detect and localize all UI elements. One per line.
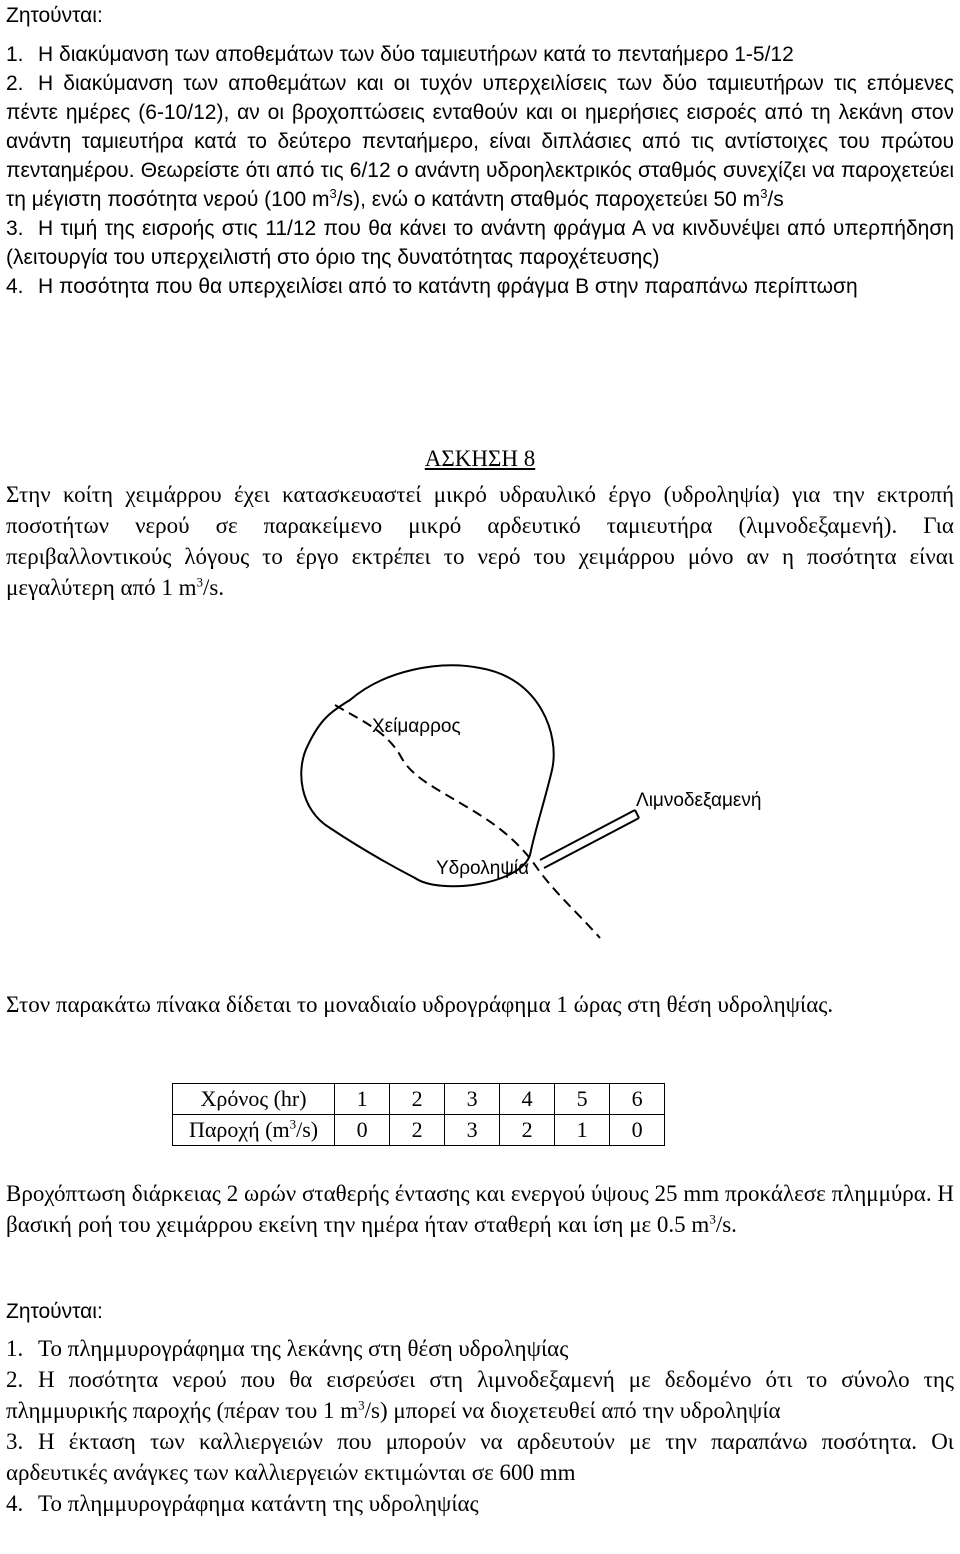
table-cell: 0 bbox=[335, 1115, 390, 1146]
stream-line bbox=[335, 705, 600, 938]
list-item bbox=[6, 1364, 954, 1426]
flow-header-text: /s) bbox=[296, 1117, 319, 1142]
rainfall-text bbox=[6, 1178, 954, 1240]
intro-text: Στην κοίτη χειμάρρου έχει κατασκευαστεί μικρό υδραυλικό έργο (υδροληψία) για την εκτροπή ποσοτήτων νερού σε παρακείμενο μικρό αρδευτικό ταμιευτήρα (λιμνοδεξαμενή). Για περιβαλλοντικούς λόγους το έργο εκτρέπει το νερό του χειμάρρου μόνο αν η ποσότητα είναι μεγαλύτερη από 1 m bbox=[6, 482, 954, 600]
item-number: 2. bbox=[6, 1367, 24, 1392]
item-number: 4. bbox=[6, 275, 24, 298]
requirements-heading: Ζητούνται: bbox=[6, 4, 103, 27]
exercise-title-text: ΑΣΚΗΣΗ 8 bbox=[424, 446, 536, 471]
item-text: /s) μπορεί να διοχετευθεί από την υδροληψία bbox=[364, 1398, 781, 1423]
list-item bbox=[6, 40, 954, 69]
item-number: 4. bbox=[6, 1491, 24, 1516]
list-item bbox=[6, 1488, 954, 1519]
exercise-title bbox=[0, 446, 960, 472]
list-item bbox=[6, 272, 954, 301]
item-text: Η ποσότητα νερού που θα εισρεύσει στη λιμνοδεξαμενή με δεδομένο ότι το σύνολο της πλημμυρικής παροχής (πέραν του 1 m bbox=[6, 1367, 954, 1423]
superscript: 3 bbox=[196, 574, 204, 590]
superscript: 3 bbox=[329, 186, 337, 201]
stream-label: Χείμαρρος bbox=[372, 716, 461, 737]
table-cell: 2 bbox=[500, 1115, 555, 1146]
bottom-requirements-list bbox=[6, 1333, 954, 1519]
flow-header bbox=[173, 1115, 335, 1146]
item-number: 1. bbox=[6, 43, 24, 66]
bottom-requirements-heading: Ζητούνται: bbox=[6, 1300, 103, 1323]
requirements-list bbox=[6, 40, 954, 301]
superscript: 3 bbox=[358, 1397, 365, 1413]
table-cell: 5 bbox=[555, 1084, 610, 1115]
item-text: Το πλημμυρογράφημα κατάντη της υδροληψίας bbox=[38, 1491, 479, 1516]
intro-text: /s. bbox=[203, 575, 225, 600]
list-item bbox=[6, 69, 954, 214]
exercise-intro bbox=[6, 479, 954, 603]
item-text: Η διακύμανση των αποθεμάτων των δύο ταμιευτήρων κατά το πενταήμερο 1-5/12 bbox=[38, 43, 794, 66]
basin-outline bbox=[301, 665, 553, 886]
table-intro: Στον παρακάτω πίνακα δίδεται το μοναδιαίο υδρογράφημα 1 ώρας στη θέση υδροληψίας. bbox=[6, 992, 834, 1017]
item-text: Το πλημμυρογράφημα της λεκάνης στη θέση υδροληψίας bbox=[38, 1336, 569, 1361]
rainfall-text-part: /s. bbox=[715, 1212, 737, 1237]
item-number: 3. bbox=[6, 1429, 24, 1454]
diversion-channel-upper bbox=[540, 810, 635, 860]
table-cell: 1 bbox=[335, 1084, 390, 1115]
table-row bbox=[173, 1084, 665, 1115]
item-text: /s bbox=[767, 188, 784, 211]
unit-hydrograph-table bbox=[172, 1083, 665, 1146]
superscript: 3 bbox=[760, 186, 768, 201]
catchment-diagram bbox=[290, 660, 762, 950]
item-number: 1. bbox=[6, 1336, 24, 1361]
item-text: Η ποσότητα που θα υπερχειλίσει από το κατάντη φράγμα Β στην παραπάνω περίπτωση bbox=[38, 275, 858, 298]
rainfall-text-part: Βροχόπτωση διάρκειας 2 ωρών σταθερής έντασης και ενεργού ύψους 25 mm προκάλεσε πλημμύρα. Η βασική ροή του χειμάρρου εκείνη την ημέρα ήταν σταθερή και ίση με 0.5 m bbox=[6, 1181, 954, 1237]
item-text: Η τιμή της εισροής στις 11/12 που θα κάνει το ανάντη φράγμα Α να κινδυνέψει από υπερπήδηση (λειτουργία του υπερχειλιστή στο όριο της δυνατότητας παροχέτευσης) bbox=[6, 217, 954, 269]
diversion-channel-lower bbox=[544, 818, 639, 868]
intake-label: Υδροληψία bbox=[436, 858, 530, 879]
list-item bbox=[6, 214, 954, 272]
item-text: /s), ενώ ο κατάντη σταθμός παροχετεύει 50 m bbox=[336, 188, 761, 211]
table-cell: 3 bbox=[445, 1084, 500, 1115]
table-cell: 4 bbox=[500, 1084, 555, 1115]
table-cell: 3 bbox=[445, 1115, 500, 1146]
item-number: 2. bbox=[6, 72, 24, 95]
list-item bbox=[6, 1426, 954, 1488]
table-cell: 6 bbox=[610, 1084, 665, 1115]
flow-header-text: Παροχή (m bbox=[189, 1117, 290, 1142]
superscript: 3 bbox=[289, 1116, 297, 1132]
diversion-channel-end bbox=[635, 810, 639, 818]
item-text: Η διακύμανση των αποθεμάτων και οι τυχόν υπερχειλίσεις των δύο ταμιευτήρων τις επόμενες πέντε ημέρες (6-10/12), αν οι βροχοπτώσεις ενταθούν και οι ημερήσιες εισροές από τη λεκάνη στον ανάντη ταμιευτήρα κατά το δεύτερο πενταήμερο, είναι διπλάσιες από τις αντίστοιχες του πρώτου πενταημέρου. Θεωρείστε ότι από τις 6/12 ο ανάντη υδροηλεκτρικός σταθμός συνεχίζει να παροχετεύει τη μέγιστη ποσότητα νερού (100 m bbox=[6, 72, 954, 211]
table-cell: 2 bbox=[390, 1115, 445, 1146]
superscript: 3 bbox=[709, 1211, 716, 1227]
reservoir-label: Λιμνοδεξαμενή bbox=[636, 790, 762, 811]
item-text: Η έκταση των καλλιεργειών που μπορούν να αρδευτούν με την παραπάνω ποσότητα. Οι αρδευτικές ανάγκες των καλλιεργειών εκτιμώνται σε 600 mm bbox=[6, 1429, 954, 1485]
time-header: Χρόνος (hr) bbox=[173, 1084, 335, 1115]
list-item bbox=[6, 1333, 954, 1364]
table-row bbox=[173, 1115, 665, 1146]
table-cell: 2 bbox=[390, 1084, 445, 1115]
table-cell: 1 bbox=[555, 1115, 610, 1146]
table-cell: 0 bbox=[610, 1115, 665, 1146]
item-number: 3. bbox=[6, 217, 24, 240]
